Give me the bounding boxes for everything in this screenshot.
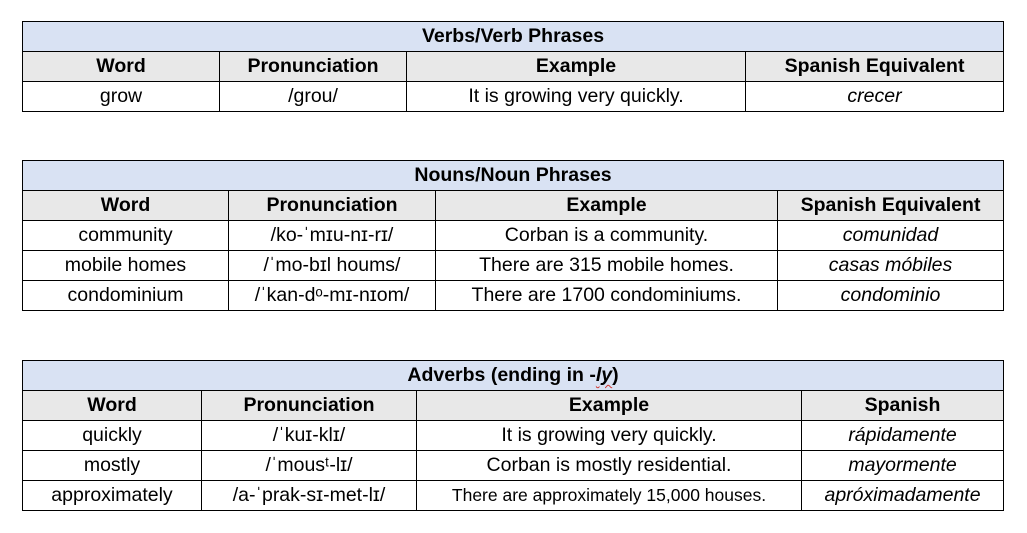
column-header-spanish: Spanish Equivalent <box>778 191 1004 221</box>
example-cell: There are approximately 15,000 houses. <box>417 481 802 511</box>
table-row <box>23 82 1004 112</box>
pronunciation-cell: /ˈmo-bɪl houms/ <box>229 251 436 281</box>
table-row <box>23 281 1004 311</box>
table-title-row <box>23 361 1004 391</box>
table-row <box>23 251 1004 281</box>
pronunciation-cell: /ˈkuɪ-klɪ/ <box>202 421 417 451</box>
verbs-table-title: Verbs/Verb Phrases <box>23 22 1004 52</box>
word-cell: condominium <box>23 281 229 311</box>
adverbs-title-prefix: Adverbs (ending in - <box>407 364 596 386</box>
column-header-word: Word <box>23 391 202 421</box>
word-cell: quickly <box>23 421 202 451</box>
example-cell: There are 1700 condominiums. <box>436 281 778 311</box>
column-header-example: Example <box>407 52 746 82</box>
spanish-cell: apróximadamente <box>802 481 1004 511</box>
example-cell: There are 315 mobile homes. <box>436 251 778 281</box>
spanish-cell: condominio <box>778 281 1004 311</box>
table-header-row <box>23 52 1004 82</box>
verbs-table <box>22 21 1004 112</box>
adverbs-table <box>22 360 1004 511</box>
adverbs-title-suffix: ly <box>595 364 613 386</box>
column-header-pronunciation: Pronunciation <box>220 52 407 82</box>
adverbs-table-title <box>23 361 1004 391</box>
pronunciation-cell: /ko-ˈmɪu-nɪ-rɪ/ <box>229 221 436 251</box>
column-header-example: Example <box>417 391 802 421</box>
pronunciation-cell: /ˈmousᵗ-lɪ/ <box>202 451 417 481</box>
column-header-word: Word <box>23 191 229 221</box>
column-header-spanish: Spanish <box>802 391 1004 421</box>
example-cell: It is growing very quickly. <box>407 82 746 112</box>
column-header-example: Example <box>436 191 778 221</box>
nouns-table <box>22 160 1004 311</box>
word-cell: community <box>23 221 229 251</box>
column-header-word: Word <box>23 52 220 82</box>
spanish-cell: casas móbiles <box>778 251 1004 281</box>
spanish-cell: mayormente <box>802 451 1004 481</box>
word-cell: grow <box>23 82 220 112</box>
example-cell: Corban is a community. <box>436 221 778 251</box>
spanish-cell: rápidamente <box>802 421 1004 451</box>
example-cell: Corban is mostly residential. <box>417 451 802 481</box>
table-row <box>23 481 1004 511</box>
pronunciation-cell: /a-ˈprak-sɪ-met-lɪ/ <box>202 481 417 511</box>
nouns-table-title: Nouns/Noun Phrases <box>23 161 1004 191</box>
word-cell: mostly <box>23 451 202 481</box>
pronunciation-cell: /grou/ <box>220 82 407 112</box>
column-header-spanish: Spanish Equivalent <box>746 52 1004 82</box>
column-header-pronunciation: Pronunciation <box>229 191 436 221</box>
table-row <box>23 421 1004 451</box>
adverbs-title-close: ) <box>612 364 619 386</box>
table-header-row <box>23 391 1004 421</box>
table-row <box>23 221 1004 251</box>
example-cell: It is growing very quickly. <box>417 421 802 451</box>
table-header-row <box>23 191 1004 221</box>
word-cell: approximately <box>23 481 202 511</box>
spanish-cell: comunidad <box>778 221 1004 251</box>
spanish-cell: crecer <box>746 82 1004 112</box>
table-title-row <box>23 22 1004 52</box>
column-header-pronunciation: Pronunciation <box>202 391 417 421</box>
table-title-row <box>23 161 1004 191</box>
pronunciation-cell: /ˈkan-dᵒ-mɪ-nɪom/ <box>229 281 436 311</box>
word-cell: mobile homes <box>23 251 229 281</box>
table-row <box>23 451 1004 481</box>
